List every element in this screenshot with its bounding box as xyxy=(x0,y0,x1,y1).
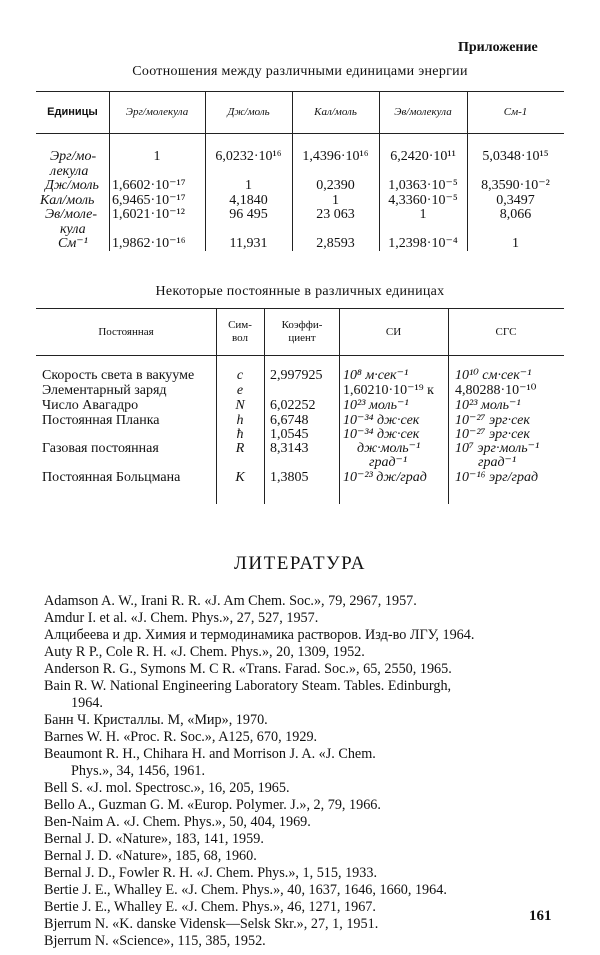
table-cell: 1 xyxy=(419,207,427,222)
energy-header: Единицы xyxy=(47,106,98,118)
table-cell: 1,2398·10⁻⁴ xyxy=(388,236,458,251)
energy-table-caption: Соотношения между различными единицами энергии xyxy=(132,64,468,79)
constant-si: 10⁻²³ дж/град xyxy=(343,470,427,485)
table-cell: 1 xyxy=(153,149,161,164)
constant-cgs: 10⁷ эрг·моль⁻¹ xyxy=(455,441,540,456)
constant-symbol: c xyxy=(236,368,244,383)
reference-item: Bernal J. D., Fowler R. H. «J. Chem. Phys.», 1, 515, 1933. xyxy=(44,865,378,881)
constant-cgs: 10⁻²⁷ эрг·сек xyxy=(455,413,530,428)
table-cell: 4,1840 xyxy=(229,193,268,208)
table-rule xyxy=(36,355,564,356)
energy-header: См-1 xyxy=(503,106,528,118)
constant-si: 10²³ моль⁻¹ xyxy=(343,398,409,413)
literature-heading: ЛИТЕРАТУРА xyxy=(234,553,366,574)
table-cell: 4,3360·10⁻⁵ xyxy=(388,193,458,208)
energy-header: Эрг/молекула xyxy=(125,106,189,118)
constant-si: дж·моль⁻¹ xyxy=(357,441,421,456)
unit-label: Кал/моль xyxy=(40,193,95,208)
table-cell: 5,0348·10¹⁵ xyxy=(482,149,549,164)
reference-item: Bernal J. D. «Nature», 185, 68, 1960. xyxy=(44,848,257,864)
constant-symbol: e xyxy=(236,383,244,398)
table-cell: 6,0232·10¹⁶ xyxy=(215,149,282,164)
table-cell: 8,066 xyxy=(499,207,532,222)
constant-si: 1,60210·10⁻¹⁹ к xyxy=(343,383,434,398)
reference-item: Auty R P., Cole R. H. «J. Chem. Phys.», 20, 1309, 1952. xyxy=(44,644,365,660)
constant-name: Элементарный заряд xyxy=(42,383,167,398)
table-cell: 8,3590·10⁻² xyxy=(481,178,550,193)
table-cell: 1,9862·10⁻¹⁶ xyxy=(112,236,186,251)
constant-cgs: 4,80288·10⁻¹⁰ xyxy=(455,383,537,398)
table-cell: 1 xyxy=(512,236,519,251)
constant-name: Постоянная Больцмана xyxy=(42,470,181,485)
table-cell: 6,9465·10⁻¹⁷ xyxy=(112,193,186,208)
reference-item: Ben-Naim A. «J. Chem. Phys.», 50, 404, 1969. xyxy=(44,814,311,830)
constant-cgs: 10¹⁰ см·сек⁻¹ xyxy=(455,368,532,383)
constant-si: 10⁻³⁴ дж·сек xyxy=(343,413,420,428)
unit-label: См⁻¹ xyxy=(58,236,88,251)
constant-coef: 6,6748 xyxy=(270,413,309,428)
reference-item: Amdur I. et al. «J. Chem. Phys.», 27, 527, 1957. xyxy=(44,610,319,626)
constants-header: СГС xyxy=(495,326,517,338)
table-cell: 0,3497 xyxy=(496,193,535,208)
table-cell: 1,6021·10⁻¹² xyxy=(112,207,185,222)
reference-item-continuation: 1964. xyxy=(71,695,103,711)
constant-si: 10⁻³⁴ дж·сек xyxy=(343,427,420,442)
table-cell: 1 xyxy=(332,193,339,208)
constants-header: Коэффи-циент xyxy=(281,319,323,344)
constants-table-caption: Некоторые постоянные в различных единицах xyxy=(155,284,445,299)
constant-symbol: R xyxy=(235,441,245,456)
constant-cgs: 10⁻¹⁶ эрг/град xyxy=(455,470,539,485)
table-cell: 11,931 xyxy=(229,236,268,251)
reference-item: Bjerrum N. «K. danske Vidensk—Selsk Skr.», 27, 1, 1951. xyxy=(44,916,379,932)
constant-cgs: 10⁻²⁷ эрг·сек xyxy=(455,427,530,442)
reference-item: Anderson R. G., Symons M. C R. «Trans. Farad. Soc.», 65, 2550, 1965. xyxy=(44,661,452,677)
constants-header: Постоянная xyxy=(98,326,154,338)
unit-label: кула xyxy=(60,222,86,237)
reference-item: Bain R. W. National Engineering Laboratory Steam. Tables. Edinburgh, xyxy=(44,678,452,694)
constant-name: Скорость света в вакууме xyxy=(42,368,195,383)
constant-symbol: h xyxy=(236,413,244,428)
reference-item-continuation: Phys.», 34, 1456, 1961. xyxy=(71,763,206,779)
appendix-label: Приложение xyxy=(458,40,538,55)
reference-item: Банн Ч. Кристаллы. М, «Мир», 1970. xyxy=(44,712,268,728)
unit-label: лекула xyxy=(50,164,89,179)
constant-si: 10⁸ м·сек⁻¹ xyxy=(343,368,409,383)
reference-item: Adamson A. W., Irani R. R. «J. Am Chem. Soc.», 79, 2967, 1957. xyxy=(44,593,417,609)
table-cell: 6,2420·10¹¹ xyxy=(390,149,456,164)
energy-header: Эв/молекула xyxy=(394,106,452,118)
column-divider xyxy=(264,308,265,504)
unit-label: Эв/моле- xyxy=(45,207,98,222)
constant-coef: 1,3805 xyxy=(270,470,309,485)
page-number: 161 xyxy=(529,908,552,924)
table-cell: 1,4396·10¹⁶ xyxy=(302,149,369,164)
constant-cgs: 10²³ моль⁻¹ xyxy=(455,398,521,413)
constant-cgs-unit: град⁻¹ xyxy=(478,455,517,470)
constants-header: СИ xyxy=(385,326,402,338)
energy-header: Дж/моль xyxy=(227,106,270,118)
reference-item: Bertie J. E., Whalley E. «J. Chem. Phys.», 40, 1637, 1646, 1660, 1964. xyxy=(44,882,447,898)
reference-item: Bell S. «J. mol. Spectrosc.», 16, 205, 1965. xyxy=(44,780,290,796)
constant-name: Число Авагадро xyxy=(42,398,139,413)
unit-label: Дж/моль xyxy=(45,178,99,193)
unit-label: Эрг/мо- xyxy=(50,149,97,164)
table-cell: 2,8593 xyxy=(316,236,355,251)
constants-header: Сим-вол xyxy=(228,319,252,344)
reference-item: Beaumont R. H., Chihara H. and Morrison J. A. «J. Chem. xyxy=(44,746,376,762)
constant-symbol: N xyxy=(235,398,245,413)
constant-si-unit: град⁻¹ xyxy=(369,455,408,470)
reference-item: Bernal J. D. «Nature», 183, 141, 1959. xyxy=(44,831,264,847)
table-cell: 96 495 xyxy=(229,207,268,222)
constant-symbol: ħ xyxy=(236,427,244,442)
table-cell: 1,0363·10⁻⁵ xyxy=(388,178,458,193)
table-cell: 1,6602·10⁻¹⁷ xyxy=(112,178,186,193)
energy-header: Кал/моль xyxy=(314,106,357,118)
constant-coef: 1,0545 xyxy=(270,427,309,442)
table-rule xyxy=(36,91,564,92)
constant-name: Газовая постоянная xyxy=(42,441,159,456)
constant-coef: 6,02252 xyxy=(270,398,316,413)
constant-coef: 8,3143 xyxy=(270,441,309,456)
reference-item: Barnes W. H. «Proc. R. Soc.», A125, 670, 1929. xyxy=(44,729,318,745)
table-cell: 1 xyxy=(245,178,252,193)
constant-symbol: K xyxy=(235,470,245,485)
reference-item: Алцибеева и др. Химия и термодинамика растворов. Изд-во ЛГУ, 1964. xyxy=(44,627,475,643)
table-rule xyxy=(36,308,564,309)
reference-item: Bjerrum N. «Science», 115, 385, 1952. xyxy=(44,933,266,949)
reference-item: Bello A., Guzman G. M. «Europ. Polymer. J.», 2, 79, 1966. xyxy=(44,797,381,813)
table-cell: 23 063 xyxy=(316,207,355,222)
table-cell: 0,2390 xyxy=(316,178,355,193)
table-rule xyxy=(36,133,564,134)
constant-name: Постоянная Планка xyxy=(42,413,160,428)
reference-item: Bertie J. E., Whalley E. «J. Chem. Phys.», 46, 1271, 1967. xyxy=(44,899,376,915)
constant-coef: 2,997925 xyxy=(270,368,323,383)
